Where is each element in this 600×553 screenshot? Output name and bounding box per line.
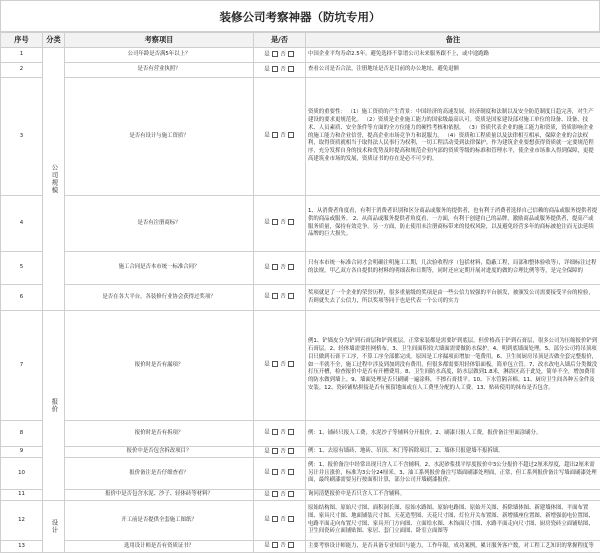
row-number: 2 <box>1 63 43 78</box>
row-number: 3 <box>1 78 43 196</box>
yes-checkbox[interactable] <box>272 51 278 57</box>
yes-checkbox[interactable] <box>272 516 278 522</box>
yes-checkbox[interactable] <box>272 66 278 72</box>
no-label: 否 <box>280 448 285 454</box>
no-label: 否 <box>280 543 285 549</box>
header-category: 分类 <box>43 33 65 48</box>
no-label: 否 <box>280 517 285 523</box>
row-remark: 资质的重要性： （1）施工资质的产生背景：中国经济的高速发展，经济制度和法制以及安全防范制度日趋完善，对生产建设的要求更规范化。 （2）资质是企业施工能力的国家级最高认可。资质是国家建设部对施工单位的设备、设备、技术、人员素质、安全条件等方面的全方位能力的硬性考核和依据。 （3）资质代表企业的施工能力和资质，资质影响企业的施工能力和企业信誉，提高企业市场竞争力和说服力。 （4）资质和工程质量以及法律相互相承，保障企业的合法权利，取得资质就相当于取得法人民事行为权利，一切工程活动受到法律保护。作为建筑企业要想获得资质就一定要规范程序，充分发挥自身的技术和优势及时提高和规范企业内部的资质等级的标准和管理水平，使企业市场准入得到保障，更提高建筑业市场的发展，资质证书的存在是必不可少的。 <box>306 78 600 196</box>
no-checkbox[interactable] <box>288 219 294 225</box>
inspection-table <box>0 32 600 553</box>
row-number: 4 <box>1 196 43 252</box>
yes-checkbox[interactable] <box>272 542 278 548</box>
yes-label: 是 <box>264 133 269 139</box>
row-remark: 奖项就是了一个企业的荣誉历程，很多重量级的奖项是由一些公信力较强的平台颁发，被颁发公司需要接受平台的检验，否则就失去了公信力，所以奖项等同于也是代表一个公司的实力 <box>306 285 600 311</box>
no-checkbox[interactable] <box>288 66 294 72</box>
yes-checkbox[interactable] <box>272 469 278 475</box>
no-checkbox[interactable] <box>288 469 294 475</box>
row-remark: 只有本市统一标准合同才会明确注明施工工期，几次验收程序（包括材料，隐蔽工程，局部和整体验收等），详细标注过程的法规，甲乙双方各自提供的材料的明细表和日期等，同时还应定期开展对进度的做的合理比例等等，是完全保障的 <box>306 252 600 285</box>
no-checkbox[interactable] <box>288 516 294 522</box>
table-row <box>1 458 600 490</box>
row-item: 报价中是否包含水泥、沙子、轻体砖等材料？ <box>65 490 254 501</box>
row-number: 8 <box>1 421 43 447</box>
yes-label: 是 <box>264 51 269 57</box>
yes-checkbox[interactable] <box>272 293 278 299</box>
table-row <box>1 541 600 553</box>
no-label: 否 <box>280 294 285 300</box>
row-remark: 主要考察设计师能力，是否具备专业知识与能力，工作年限，成功案例，累计服务客户数，对工程工艺知识的掌握程度等 <box>306 541 600 553</box>
row-remark: 询问清楚报价中是否只含人工不含辅料。 <box>306 490 600 501</box>
row-number: 11 <box>1 490 43 501</box>
yes-label: 是 <box>264 430 269 436</box>
yes-no-choice[interactable] <box>254 541 306 553</box>
category-company: 公司规模 <box>43 48 65 311</box>
yes-no-choice[interactable] <box>254 78 306 196</box>
row-item: 是否有营业执照？ <box>65 63 254 78</box>
row-item: 开工前是否提供全套施工图纸？ <box>65 501 254 541</box>
yes-checkbox[interactable] <box>272 264 278 270</box>
row-remark: 例：1、去原有墙砖、地砖、吊顶、木门等拆除项目。2、墙体只报建墙不报拆墙。 <box>306 447 600 458</box>
table-row <box>1 63 600 78</box>
yes-checkbox[interactable] <box>272 448 278 454</box>
yes-checkbox[interactable] <box>272 132 278 138</box>
row-item: 报价备注是否仔细查看？ <box>65 458 254 490</box>
yes-no-choice[interactable] <box>254 48 306 63</box>
no-label: 否 <box>280 470 285 476</box>
yes-label: 是 <box>264 362 269 368</box>
yes-no-choice[interactable] <box>254 490 306 501</box>
row-number: 12 <box>1 501 43 541</box>
yes-label: 是 <box>264 66 269 72</box>
row-item: 是否有设计与施工资质？ <box>65 78 254 196</box>
category-design: 设计 <box>43 501 65 553</box>
table-row <box>1 252 600 285</box>
row-item: 公司年龄是否满5年以上？ <box>65 48 254 63</box>
table-row <box>1 48 600 63</box>
yes-no-choice[interactable] <box>254 458 306 490</box>
no-checkbox[interactable] <box>288 542 294 548</box>
no-checkbox[interactable] <box>288 293 294 299</box>
row-remark: 例：1、铺砖只报人工费，水泥沙子等辅料分开报价。2、刷漆只报人工费，报价备注里面涂刷分。 <box>306 421 600 447</box>
no-label: 否 <box>280 66 285 72</box>
yes-no-choice[interactable] <box>254 311 306 421</box>
row-item: 是否有注册商标？ <box>65 196 254 252</box>
table-row <box>1 421 600 447</box>
table-row <box>1 501 600 541</box>
no-checkbox[interactable] <box>288 429 294 435</box>
header-yes-no: 是/否 <box>254 33 306 48</box>
category-quote: 报价 <box>43 311 65 501</box>
row-item: 报价时是否有拆项？ <box>65 421 254 447</box>
yes-checkbox[interactable] <box>272 491 278 497</box>
no-label: 否 <box>280 264 285 270</box>
yes-checkbox[interactable] <box>272 361 278 367</box>
no-label: 否 <box>280 133 285 139</box>
no-checkbox[interactable] <box>288 448 294 454</box>
yes-label: 是 <box>264 220 269 226</box>
no-label: 否 <box>280 51 285 57</box>
row-item: 是否在各大平台，各装修行业协会获得过奖项？ <box>65 285 254 311</box>
row-number: 1 <box>1 48 43 63</box>
yes-label: 是 <box>264 448 269 454</box>
yes-label: 是 <box>264 517 269 523</box>
yes-checkbox[interactable] <box>272 219 278 225</box>
row-remark: 中国企业平均寿命2.5年。避免选择不靠谱公司未来服务跟不上，或中途跑路 <box>306 48 600 63</box>
yes-no-choice[interactable] <box>254 252 306 285</box>
table-row <box>1 311 600 421</box>
row-remark: 例1、铲墙皮分为铲到石膏层和铲到底层，正常家装都是需要铲到底层，但价格高于铲到石膏层，很多公司为压缩报价铲到石膏层。2、轻体墙需要挂网格布。3、卫生间面积较大墙面需要做防水保护。4、明到底墙面处理。5、部分公司将吊顶项目只做到石膏下工序，不算工序全部都完成。原因是工序漏项而增加一笔费用。6、卫生间厨房吊顶是否做全套完整报价，如一半就不全，施工过程中涉及到加到没有费用，但很多都需要用轻体铝面板。简单包立管。7、改水改电入墙后分类做没打压开槽，检查报价中是否有开槽费用。8、卫生间防水高度，防水层做到1.8米，淋浴区高于此处，简单不全，增加费用的防水做到墙上。9、墙面处理是否只刷刷一遍涂料，不擦石膏找平。10、下水管隔音棉。11、厨房卫生间各种五金件及安装。12、瓷砖铺贴拼接是否有预留地面或在人工费里分配的人工费。13、贴砖使用的抹布是否包含。 <box>306 311 600 421</box>
yes-label: 是 <box>264 294 269 300</box>
row-number: 10 <box>1 458 43 490</box>
yes-label: 是 <box>264 491 269 497</box>
row-number: 5 <box>1 252 43 285</box>
row-remark: 查看公司是否合法，注册地址是否是目前的办公地址，避免退额 <box>306 63 600 78</box>
no-label: 否 <box>280 362 285 368</box>
no-checkbox[interactable] <box>288 132 294 138</box>
yes-label: 是 <box>264 470 269 476</box>
yes-no-choice[interactable] <box>254 196 306 252</box>
header-item: 考察项目 <box>65 33 254 48</box>
no-label: 否 <box>280 220 285 226</box>
row-number: 13 <box>1 541 43 553</box>
row-remark: 原始结构图、原始尺寸图、面积洞长图、原始水路图、原始电路图、原始开关图、拆除墙体图、新建墙体图、平面布置图、家具尺寸图、地面铺装尺寸图、天花造型图、天花尺寸图、灯位开关布置图、新增插座位置图、新增强弱电位置图、电路平面走向布置尺寸图、家具开门方向图、立面给水图、木饰面尺寸图、水路平面走向尺寸图、厨房瓷砖立面铺贴图、卫生间瓷砖立面铺贴图、家居、套门立面图、卧室立面图等 <box>306 501 600 541</box>
row-item: 报价中是否包含拆改项目？ <box>65 447 254 458</box>
yes-no-choice[interactable] <box>254 285 306 311</box>
no-label: 否 <box>280 430 285 436</box>
table-row <box>1 196 600 252</box>
yes-no-choice[interactable] <box>254 421 306 447</box>
row-item: 报价时是否有漏项？ <box>65 311 254 421</box>
no-checkbox[interactable] <box>288 264 294 270</box>
yes-no-choice[interactable] <box>254 447 306 458</box>
sheet-title: 装修公司考察神器（防坑专用） <box>0 0 600 32</box>
no-checkbox[interactable] <box>288 491 294 497</box>
no-checkbox[interactable] <box>288 51 294 57</box>
yes-no-choice[interactable] <box>254 501 306 541</box>
row-item: 选用设计师是否有资质证书？ <box>65 541 254 553</box>
row-number: 9 <box>1 447 43 458</box>
yes-checkbox[interactable] <box>272 429 278 435</box>
no-label: 否 <box>280 491 285 497</box>
row-remark: 例：1、报价备注中经常出现只含人工不含辅料。2、水泥砂浆找平厚度报价中3公分报价不超过2厘米厚度，超出2厘米需另计并且涨价，标准为3公分24厘米。3、油工系列报价备注写墙面刷漆处理面，正常，但工系列报价备注写墙面刷漆处理面，最终刷漆需要另行按面积计算，部分公司开墙刷漆报价。 <box>306 458 600 490</box>
row-number: 6 <box>1 285 43 311</box>
row-number: 7 <box>1 311 43 421</box>
row-item: 施工合同是否本市统一标准合同？ <box>65 252 254 285</box>
table-row <box>1 285 600 311</box>
table-row <box>1 490 600 501</box>
header-no: 序号 <box>1 33 43 48</box>
yes-label: 是 <box>264 543 269 549</box>
header-row <box>1 33 600 48</box>
yes-no-choice[interactable] <box>254 63 306 78</box>
header-remark: 备注 <box>306 33 600 48</box>
yes-label: 是 <box>264 264 269 270</box>
no-checkbox[interactable] <box>288 361 294 367</box>
table-row <box>1 78 600 196</box>
row-remark: 1、从消费者角度看，有利于消费者识别和区分商品或服务的提供者，也有利于消费者选择自己信赖的商品或服务提供者提供的商品或服务。 2、从商品或服务提供者角度看，一方面，有利于创建自己的品牌，激励商品或服务提供者，提高产或服务质量，保持有效竞争。另一方面，防止使用未注册商标带来的侵权风险，以及避免经营多年的商标被抢注而无法延续品牌的巨大损失。 <box>306 196 600 252</box>
table-row <box>1 447 600 458</box>
